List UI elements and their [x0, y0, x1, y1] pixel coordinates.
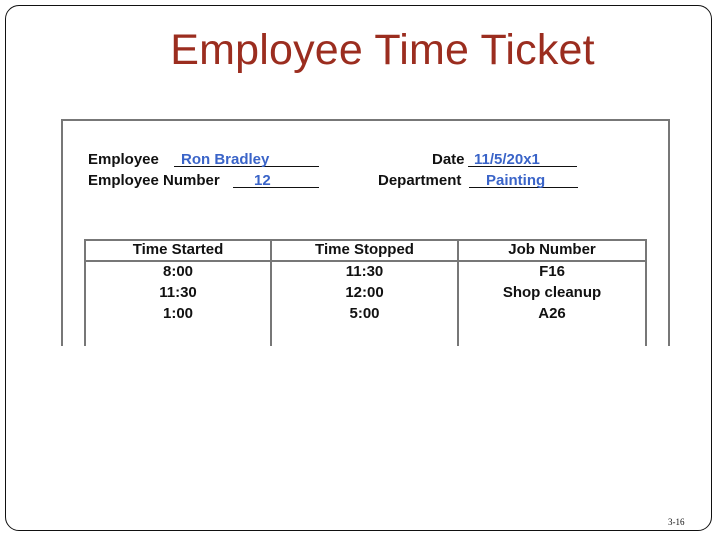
employee-value: Ron Bradley — [181, 151, 270, 168]
cell-time-started: 8:00 — [162, 263, 194, 280]
employee-label: Employee — [88, 151, 159, 168]
cell-time-stopped: 5:00 — [349, 305, 380, 322]
cell-job-number: A26 — [538, 305, 566, 322]
cell-job-number: Shop cleanup — [502, 284, 602, 301]
employee-number-label: Employee Number — [88, 172, 220, 189]
header-time-stopped: Time Stopped — [315, 241, 414, 258]
cell-time-stopped: 12:00 — [345, 284, 384, 301]
cell-job-number: F16 — [539, 263, 565, 280]
header-job-number: Job Number — [508, 241, 596, 258]
employee-number-value: 12 — [254, 172, 271, 189]
slide-title: Employee Time Ticket — [170, 26, 595, 74]
department-value: Painting — [486, 172, 546, 189]
cell-time-started: 11:30 — [159, 284, 197, 301]
page-number: 3-16 — [668, 517, 685, 527]
cell-time-stopped: 11:30 — [345, 263, 384, 280]
date-value: 11/5/20x1 — [474, 151, 540, 168]
date-label: Date — [432, 151, 465, 168]
header-time-started: Time Started — [132, 241, 224, 258]
department-label: Department — [378, 172, 462, 189]
employee-number-underline — [233, 187, 319, 188]
cell-time-started: 1:00 — [162, 305, 194, 322]
